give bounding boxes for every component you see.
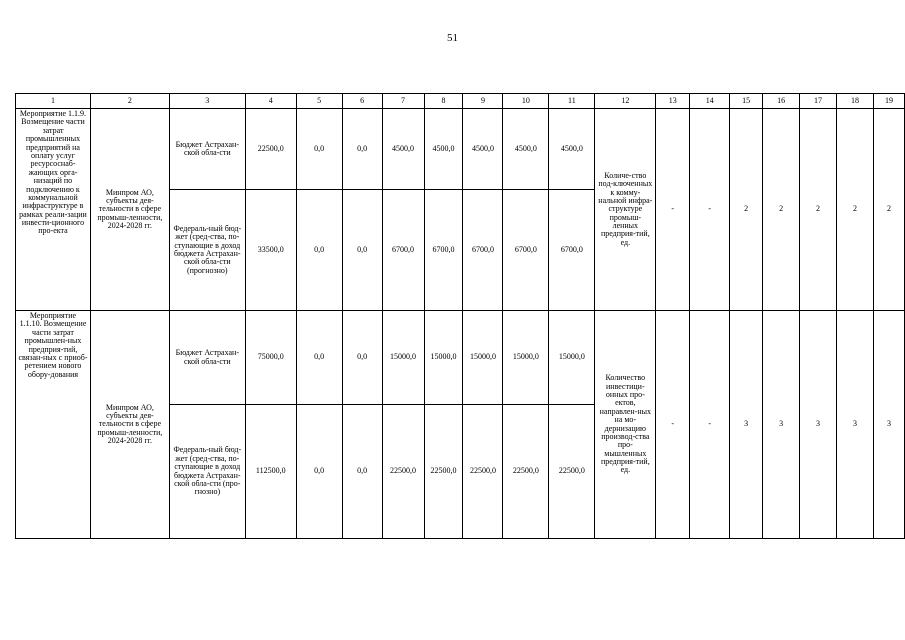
value-cell: 75000,0 [245,311,296,405]
target-cell: 2 [763,109,800,311]
target-cell: 3 [836,311,873,539]
value-cell: 4500,0 [549,109,595,190]
value-cell: 22500,0 [549,405,595,539]
value-cell: 112500,0 [245,405,296,539]
value-cell: 6700,0 [463,190,503,311]
value-cell: 0,0 [296,190,342,311]
column-header: 1 [16,94,91,109]
target-cell: - [656,311,690,539]
column-header: 3 [169,94,245,109]
column-header: 10 [503,94,549,109]
value-cell: 0,0 [296,405,342,539]
value-cell: 0,0 [342,311,382,405]
target-cell: 3 [800,311,837,539]
funding-source-cell: Бюджет Астрахан-ской обла-сти [169,109,245,190]
event-name-cell: Мероприятие 1.1.9. Возмещение части затрат промышленных предприятий на оплату услуг ресурсоснаб-жающих орга-низаций по подключению к коммунальной инфраструктуре в рамках реали-зации инвести-ционного про-екта [16,109,91,311]
column-header: 7 [382,94,424,109]
column-header: 13 [656,94,690,109]
column-header: 9 [463,94,503,109]
column-header: 6 [342,94,382,109]
event-name-cell: Мероприятие 1.1.10. Возмещение части затрат промышлен-ных предприя-тий, связан-ных с приоб-ретением нового обору-дования [16,311,91,539]
value-cell: 6700,0 [382,190,424,311]
value-cell: 22500,0 [245,109,296,190]
value-cell: 6700,0 [503,190,549,311]
column-header: 19 [873,94,904,109]
value-cell: 33500,0 [245,190,296,311]
page-number: 51 [447,32,458,44]
target-cell: 3 [873,311,904,539]
value-cell: 0,0 [296,109,342,190]
column-header: 12 [595,94,656,109]
funding-source-cell: Бюджет Астрахан-ской обла-сти [169,311,245,405]
value-cell: 15000,0 [503,311,549,405]
value-cell: 22500,0 [382,405,424,539]
column-header: 17 [800,94,837,109]
value-cell: 15000,0 [549,311,595,405]
value-cell: 4500,0 [382,109,424,190]
column-header: 15 [730,94,763,109]
funding-source-cell: Федераль-ный бюд-жет (сред-ства, по-ступающие в доход бюджета Астрахан-ской обла-сти (про-гнозно) [169,405,245,539]
column-header: 18 [836,94,873,109]
value-cell: 0,0 [342,190,382,311]
table-row [16,311,905,405]
value-cell: 22500,0 [463,405,503,539]
value-cell: 22500,0 [503,405,549,539]
column-header: 16 [763,94,800,109]
executor-cell: Минпром АО, субъекты дея-тельности в сфере промыш-ленности, 2024-2028 гг. [90,109,169,311]
column-header: 5 [296,94,342,109]
value-cell: 15000,0 [424,311,463,405]
table-row [16,109,905,190]
header-row [16,94,905,109]
target-cell: 2 [873,109,904,311]
column-header: 4 [245,94,296,109]
value-cell: 0,0 [296,311,342,405]
value-cell: 15000,0 [463,311,503,405]
indicator-cell: Количе-ство под-ключенных к комму-нальной инфра-структуре промыш-ленных предприя-тий, ед. [595,109,656,311]
value-cell: 22500,0 [424,405,463,539]
column-header: 11 [549,94,595,109]
value-cell: 4500,0 [424,109,463,190]
value-cell: 6700,0 [549,190,595,311]
value-cell: 4500,0 [503,109,549,190]
program-table [15,93,905,539]
value-cell: 0,0 [342,405,382,539]
funding-source-cell: Федераль-ный бюд-жет (сред-ства, по-ступающие в доход бюджета Астрахан-ской обла-сти (прогнозно) [169,190,245,311]
target-cell: - [690,311,730,539]
value-cell: 15000,0 [382,311,424,405]
target-cell: - [656,109,690,311]
value-cell: 4500,0 [463,109,503,190]
target-cell: - [690,109,730,311]
target-cell: 2 [730,109,763,311]
target-cell: 3 [730,311,763,539]
target-cell: 2 [800,109,837,311]
target-cell: 3 [763,311,800,539]
indicator-cell: Количество инвестици-онных про-ектов, направлен-ных на мо-дернизацию производ-ства про-мышленных предприя-тий, ед. [595,311,656,539]
value-cell: 6700,0 [424,190,463,311]
target-cell: 2 [836,109,873,311]
column-header: 8 [424,94,463,109]
executor-cell: Минпром АО, субъекты дея-тельности в сфере промыш-ленности, 2024-2028 гг. [90,311,169,539]
column-header: 2 [90,94,169,109]
column-header: 14 [690,94,730,109]
value-cell: 0,0 [342,109,382,190]
